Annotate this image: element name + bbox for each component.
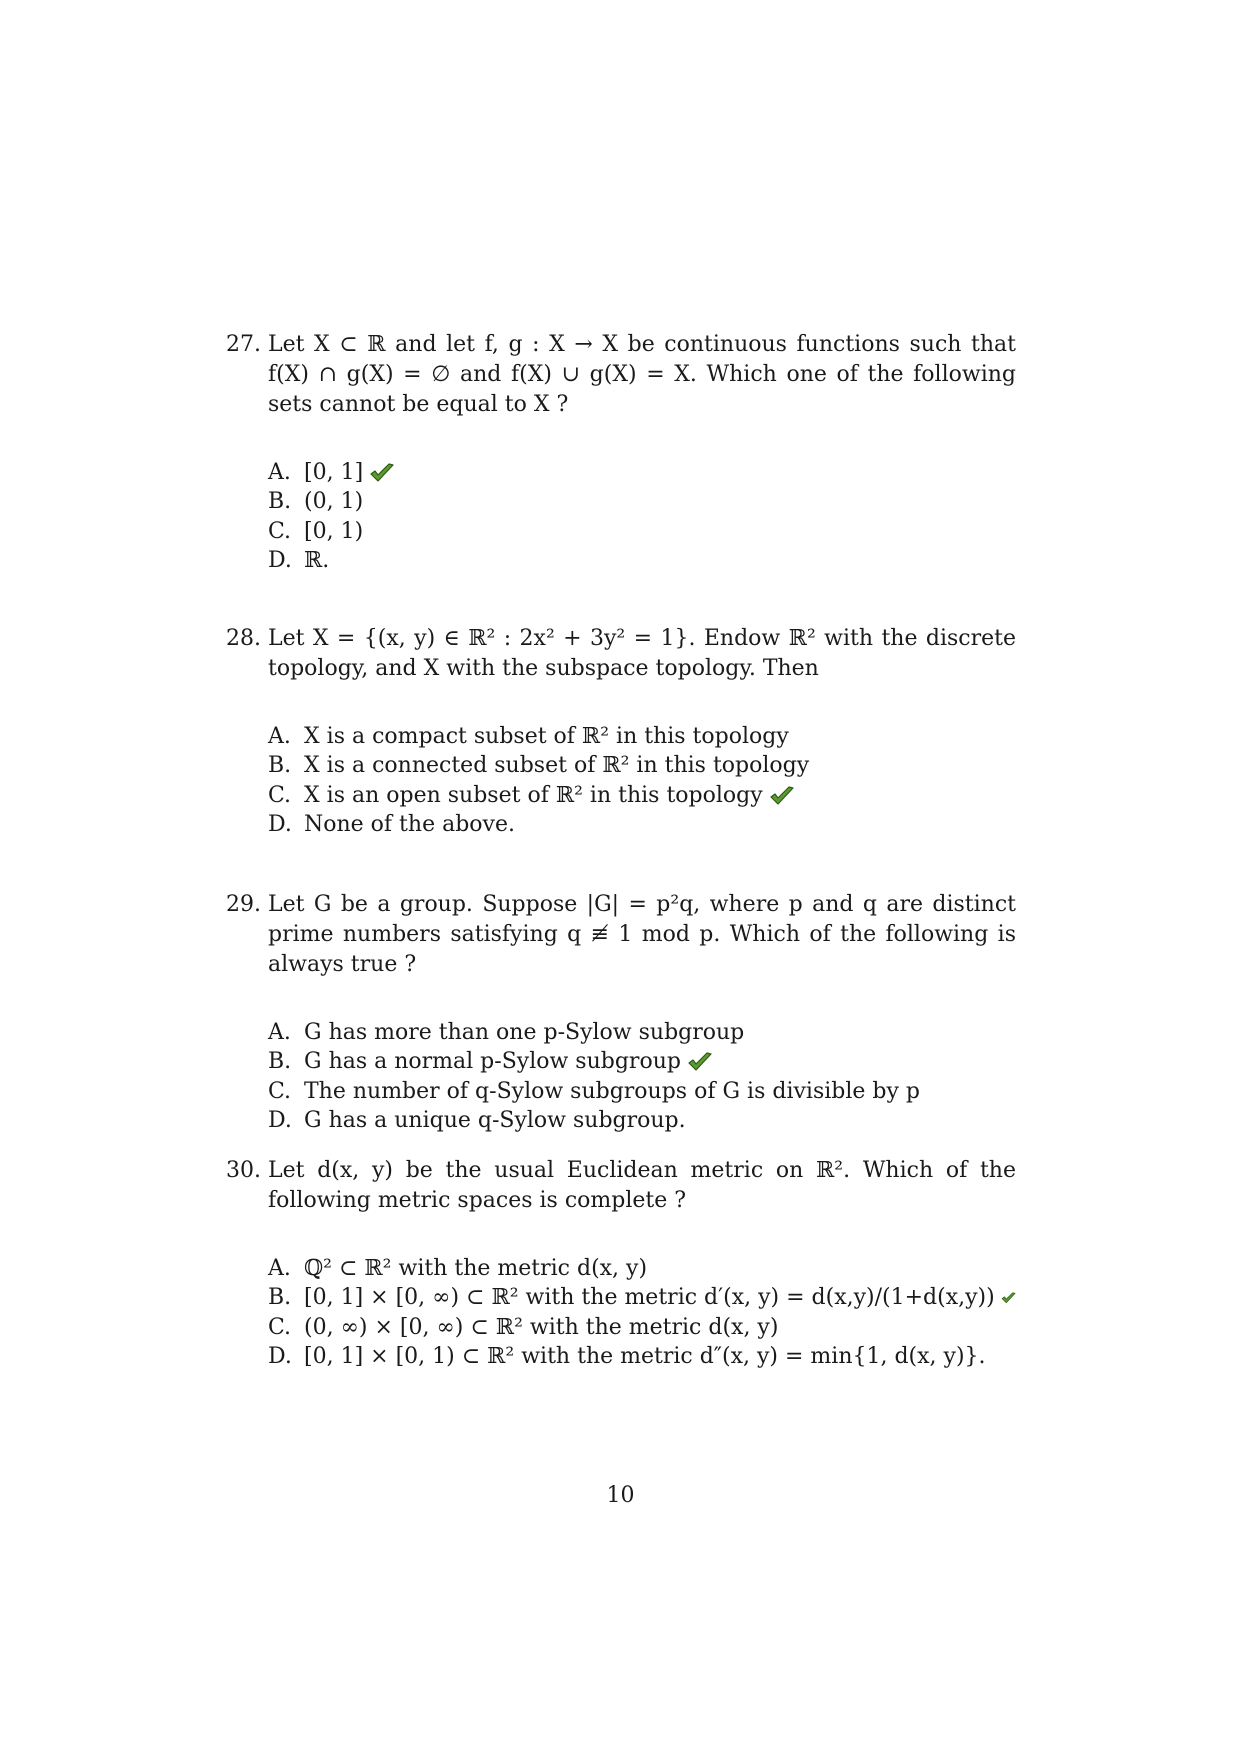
question-30 <box>226 1156 1016 1372</box>
option-c <box>268 517 1016 547</box>
option-c <box>268 1077 1016 1107</box>
option-letter: C. <box>268 1078 292 1104</box>
option-c <box>268 1313 1016 1343</box>
option-b <box>268 488 1016 518</box>
option-text: [0, 1) <box>304 518 364 544</box>
question-number: 29. <box>226 892 261 917</box>
option-letter: B. <box>268 1285 292 1311</box>
option-letter: B. <box>268 489 292 515</box>
option-a <box>268 1018 1016 1048</box>
checkmark-icon <box>687 1051 713 1073</box>
option-letter: A. <box>268 459 291 485</box>
option-letter: C. <box>268 782 292 808</box>
option-text: X is an open subset of ℝ² in this topology <box>304 782 763 808</box>
question-text: Let X ⊂ ℝ and let f, g : X → X be continuous functions such that f(X) ∩ g(X) = ∅ and f(X) ∪ g(X) = X. Which one of the following sets cannot be equal to X ? <box>268 332 1016 417</box>
question-27 <box>226 330 1016 576</box>
checkmark-icon <box>769 785 795 807</box>
option-text: G has a normal p-Sylow subgroup <box>304 1049 681 1075</box>
option-d <box>268 811 1016 841</box>
option-letter: A. <box>268 1255 291 1281</box>
option-text: [0, 1] <box>304 459 364 485</box>
option-text: X is a compact subset of ℝ² in this topology <box>304 723 789 749</box>
question-text: Let G be a group. Suppose |G| = p²q, where p and q are distinct prime numbers satisfying q ≢ 1 mod p. Which of the following is always true ? <box>268 892 1016 977</box>
question-text: Let d(x, y) be the usual Euclidean metric on ℝ². Which of the following metric spaces is complete ? <box>268 1158 1016 1213</box>
question-29 <box>226 890 1016 1136</box>
option-a <box>268 722 1016 752</box>
option-b <box>268 752 1016 782</box>
page-number: 10 <box>606 1483 635 1508</box>
option-text: (0, ∞) × [0, ∞) ⊂ ℝ² with the metric d(x, y) <box>304 1314 779 1340</box>
option-letter: B. <box>268 1049 292 1075</box>
options-list <box>268 458 1016 576</box>
question-28 <box>226 624 1016 840</box>
option-letter: C. <box>268 1314 292 1340</box>
option-a <box>268 1254 1016 1284</box>
option-letter: B. <box>268 753 292 779</box>
option-d <box>268 1343 1016 1373</box>
option-text: [0, 1] × [0, 1) ⊂ ℝ² with the metric d″(x, y) = min{1, d(x, y)}. <box>304 1344 986 1370</box>
option-text: ℚ² ⊂ ℝ² with the metric d(x, y) <box>304 1255 648 1281</box>
option-letter: D. <box>268 1108 292 1134</box>
options-list <box>268 722 1016 840</box>
option-text: None of the above. <box>304 812 515 838</box>
option-d <box>268 1107 1016 1137</box>
option-text: G has a unique q-Sylow subgroup. <box>304 1108 686 1134</box>
question-number: 27. <box>226 332 261 357</box>
question-number: 30. <box>226 1158 261 1183</box>
option-letter: D. <box>268 548 292 574</box>
option-letter: D. <box>268 1344 292 1370</box>
option-text: G has more than one p-Sylow subgroup <box>304 1019 745 1045</box>
options-list <box>268 1018 1016 1136</box>
option-text: X is a connected subset of ℝ² in this topology <box>304 753 810 779</box>
question-text: Let X = {(x, y) ∈ ℝ² : 2x² + 3y² = 1}. Endow ℝ² with the discrete topology, and X with the subspace topology. Then <box>268 626 1016 681</box>
option-letter: C. <box>268 518 292 544</box>
option-letter: D. <box>268 812 292 838</box>
option-b <box>268 1284 1016 1314</box>
option-text: [0, 1] × [0, ∞) ⊂ ℝ² with the metric d′(x, y) = d(x,y)/(1+d(x,y)) <box>304 1285 995 1311</box>
option-c <box>268 781 1016 811</box>
option-a <box>268 458 1016 488</box>
question-number: 28. <box>226 626 261 651</box>
option-b <box>268 1048 1016 1078</box>
option-d <box>268 547 1016 577</box>
option-text: ℝ. <box>304 548 330 574</box>
option-letter: A. <box>268 723 291 749</box>
option-text: (0, 1) <box>304 489 364 515</box>
checkmark-icon <box>1001 1287 1016 1309</box>
option-letter: A. <box>268 1019 291 1045</box>
option-text: The number of q-Sylow subgroups of G is divisible by p <box>304 1078 920 1104</box>
options-list <box>268 1254 1016 1372</box>
checkmark-icon <box>369 462 395 484</box>
